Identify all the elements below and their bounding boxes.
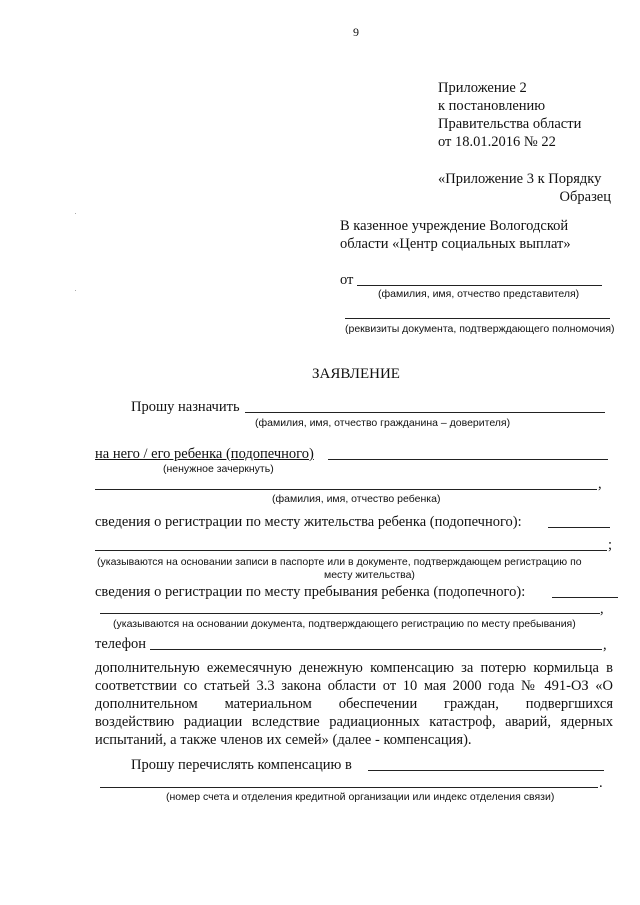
addressee-line-1: В казенное учреждение Вологодской	[340, 218, 569, 234]
strike-hint: (ненужное зачеркнуть)	[163, 463, 274, 475]
phone-line[interactable]	[150, 649, 602, 650]
paragraph-line-5: испытаний, а также членов их семей» (далее - компенсация).	[95, 732, 472, 748]
appendix-line-1: Приложение 2	[438, 80, 527, 96]
comma-3: ,	[603, 637, 607, 653]
account-line[interactable]	[100, 787, 598, 788]
residence-label: сведения о регистрации по месту жительства ребенка (подопечного):	[95, 514, 522, 530]
account-hint: (номер счета и отделения кредитной организации или индекс отделения связи)	[166, 791, 555, 803]
appendix-line-4: от 18.01.2016 № 22	[438, 134, 556, 150]
representative-name-line[interactable]	[357, 285, 602, 286]
sample-label: Образец	[559, 189, 611, 205]
representative-name-hint: (фамилия, имя, отчество представителя)	[378, 288, 580, 300]
child-name-line[interactable]	[95, 489, 597, 490]
annex3-line-1: «Приложение 3 к Порядку	[438, 171, 602, 187]
paragraph-line-1: дополнительную ежемесячную денежную компенсацию за потерю кормильца в	[95, 660, 613, 676]
stay-label: сведения о регистрации по месту пребывания ребенка (подопечного):	[95, 584, 526, 600]
comma-1: ,	[598, 476, 602, 492]
paragraph-line-3: дополнительном материальном обеспечении граждан, подвергшихся	[95, 696, 613, 712]
stay-hint: (указываются на основании документа, подтверждающего регистрацию по месту пребывания)	[113, 618, 576, 630]
residence-line-1[interactable]	[548, 527, 610, 528]
comma-2: ,	[600, 601, 604, 617]
scan-speck	[75, 290, 76, 291]
residence-hint-2: месту жительства)	[324, 569, 415, 581]
citizen-name-hint: (фамилия, имя, отчество гражданина – доверителя)	[255, 417, 511, 429]
document-title: ЗАЯВЛЕНИЕ	[312, 366, 400, 382]
appendix-line-3: Правительства области	[438, 116, 582, 132]
paragraph-line-4: воздействию радиации вследствие радиационных катастроф, аварий, ядерных	[95, 714, 613, 730]
authority-document-line[interactable]	[345, 318, 610, 319]
scan-speck	[75, 213, 76, 214]
stay-line-2[interactable]	[100, 613, 600, 614]
paragraph-line-2: соответствии со статьей 3.3 закона области от 10 мая 2000 года № 491-ОЗ «О	[95, 678, 613, 694]
request-label: Прошу назначить	[131, 399, 240, 415]
child-line-1[interactable]	[328, 459, 608, 460]
residence-hint-1: (указываются на основании записи в паспорте или в документе, подтверждающем регистрацию по	[97, 556, 582, 568]
period: .	[599, 775, 603, 791]
child-label: на него / его ребенка (подопечного)	[95, 446, 314, 462]
residence-line-2[interactable]	[95, 550, 607, 551]
child-name-hint: (фамилия, имя, отчество ребенка)	[272, 493, 441, 505]
semicolon: ;	[608, 537, 613, 553]
addressee-line-2: области «Центр социальных выплат»	[340, 236, 571, 252]
citizen-name-line[interactable]	[245, 412, 605, 413]
appendix-line-2: к постановлению	[438, 98, 546, 114]
authority-document-hint: (реквизиты документа, подтверждающего полномочия)	[345, 323, 615, 335]
stay-line-1[interactable]	[552, 597, 618, 598]
transfer-label: Прошу перечислять компенсацию в	[131, 757, 352, 773]
from-label: от	[340, 272, 354, 288]
page-number: 9	[353, 25, 359, 39]
transfer-line-1[interactable]	[368, 770, 604, 771]
phone-label: телефон	[95, 636, 147, 652]
